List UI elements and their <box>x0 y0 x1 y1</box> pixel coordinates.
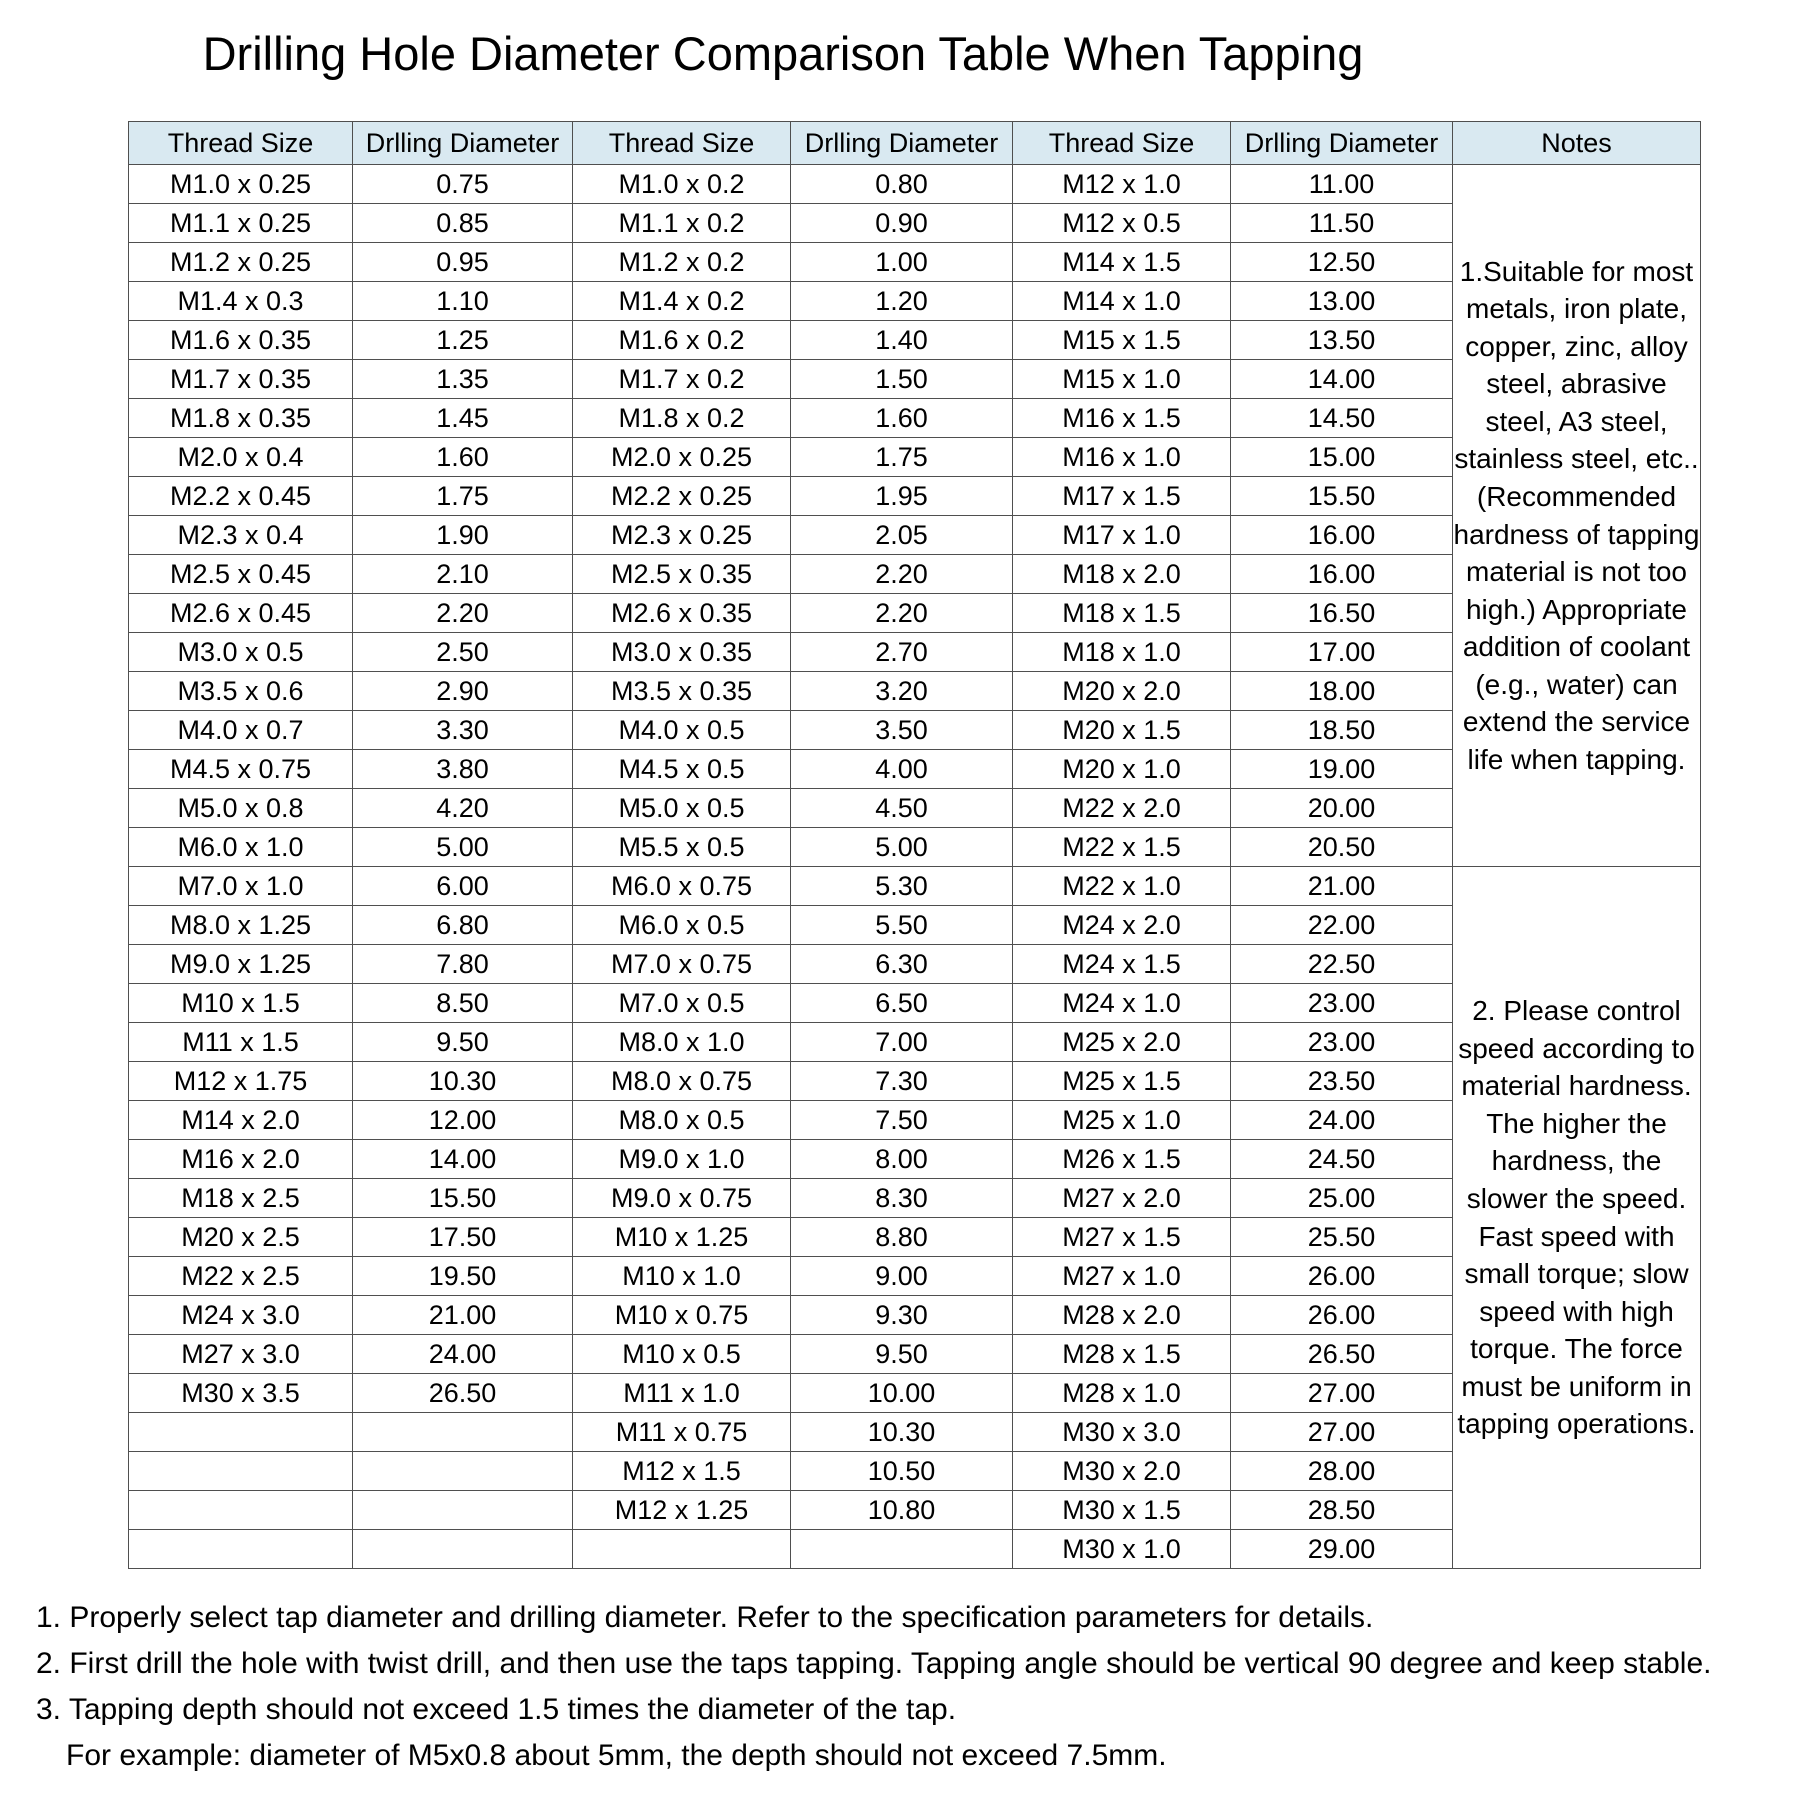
group1-thread-size-cell: M3.0 x 0.5 <box>129 633 353 672</box>
group1-drilling-diameter-cell: 8.50 <box>353 984 573 1023</box>
group3-thread-size-cell: M18 x 1.5 <box>1013 594 1231 633</box>
group1-thread-size-cell: M2.0 x 0.4 <box>129 438 353 477</box>
group2-drilling-diameter-cell: 3.20 <box>791 672 1013 711</box>
group3-drilling-diameter-cell: 13.00 <box>1231 282 1453 321</box>
group1-drilling-diameter-cell: 2.10 <box>353 555 573 594</box>
group3-thread-size-cell: M30 x 2.0 <box>1013 1452 1231 1491</box>
group1-thread-size-cell: M2.5 x 0.45 <box>129 555 353 594</box>
empty-cell <box>791 1530 1013 1569</box>
header-drilling-diameter-2: Drlling Diameter <box>791 122 1013 165</box>
group3-drilling-diameter-cell: 16.00 <box>1231 555 1453 594</box>
empty-cell <box>573 1530 791 1569</box>
group1-thread-size-cell: M27 x 3.0 <box>129 1335 353 1374</box>
group3-drilling-diameter-cell: 25.50 <box>1231 1218 1453 1257</box>
group1-thread-size-cell: M20 x 2.5 <box>129 1218 353 1257</box>
group2-drilling-diameter-cell: 1.50 <box>791 360 1013 399</box>
empty-cell <box>129 1413 353 1452</box>
group3-thread-size-cell: M24 x 1.5 <box>1013 945 1231 984</box>
group3-drilling-diameter-cell: 21.00 <box>1231 867 1453 906</box>
group1-thread-size-cell: M22 x 2.5 <box>129 1257 353 1296</box>
group2-drilling-diameter-cell: 8.00 <box>791 1140 1013 1179</box>
group3-thread-size-cell: M28 x 1.5 <box>1013 1335 1231 1374</box>
group1-drilling-diameter-cell: 9.50 <box>353 1023 573 1062</box>
group1-drilling-diameter-cell: 10.30 <box>353 1062 573 1101</box>
group2-thread-size-cell: M2.6 x 0.35 <box>573 594 791 633</box>
group2-thread-size-cell: M2.0 x 0.25 <box>573 438 791 477</box>
footer-note-example: For example: diameter of M5x0.8 about 5mm, the depth should not exceed 7.5mm. <box>66 1739 1167 1772</box>
group2-thread-size-cell: M8.0 x 1.0 <box>573 1023 791 1062</box>
group2-drilling-diameter-cell: 5.00 <box>791 828 1013 867</box>
tapping-drill-table <box>128 121 1701 1569</box>
group2-thread-size-cell: M8.0 x 0.5 <box>573 1101 791 1140</box>
group2-thread-size-cell: M10 x 0.5 <box>573 1335 791 1374</box>
group3-drilling-diameter-cell: 18.00 <box>1231 672 1453 711</box>
group1-thread-size-cell: M1.1 x 0.25 <box>129 204 353 243</box>
group3-drilling-diameter-cell: 29.00 <box>1231 1530 1453 1569</box>
group1-drilling-diameter-cell: 21.00 <box>353 1296 573 1335</box>
group2-drilling-diameter-cell: 9.50 <box>791 1335 1013 1374</box>
group1-drilling-diameter-cell: 0.85 <box>353 204 573 243</box>
group2-thread-size-cell: M11 x 1.0 <box>573 1374 791 1413</box>
page-title: Drilling Hole Diameter Comparison Table When Tapping <box>202 27 1364 80</box>
group2-drilling-diameter-cell: 5.50 <box>791 906 1013 945</box>
group3-thread-size-cell: M15 x 1.5 <box>1013 321 1231 360</box>
group3-thread-size-cell: M27 x 1.5 <box>1013 1218 1231 1257</box>
group3-thread-size-cell: M20 x 1.0 <box>1013 750 1231 789</box>
group3-thread-size-cell: M17 x 1.0 <box>1013 516 1231 555</box>
group1-thread-size-cell: M1.0 x 0.25 <box>129 165 353 204</box>
group2-drilling-diameter-cell: 8.30 <box>791 1179 1013 1218</box>
group2-drilling-diameter-cell: 7.30 <box>791 1062 1013 1101</box>
empty-cell <box>353 1413 573 1452</box>
group3-thread-size-cell: M18 x 1.0 <box>1013 633 1231 672</box>
group2-drilling-diameter-cell: 4.00 <box>791 750 1013 789</box>
group3-thread-size-cell: M27 x 1.0 <box>1013 1257 1231 1296</box>
group3-thread-size-cell: M25 x 1.0 <box>1013 1101 1231 1140</box>
group1-thread-size-cell: M30 x 3.5 <box>129 1374 353 1413</box>
group2-thread-size-cell: M8.0 x 0.75 <box>573 1062 791 1101</box>
group2-drilling-diameter-cell: 2.70 <box>791 633 1013 672</box>
group1-drilling-diameter-cell: 19.50 <box>353 1257 573 1296</box>
group2-thread-size-cell: M12 x 1.5 <box>573 1452 791 1491</box>
group1-thread-size-cell: M6.0 x 1.0 <box>129 828 353 867</box>
group3-drilling-diameter-cell: 11.50 <box>1231 204 1453 243</box>
group3-thread-size-cell: M16 x 1.0 <box>1013 438 1231 477</box>
group1-drilling-diameter-cell: 15.50 <box>353 1179 573 1218</box>
group1-thread-size-cell: M1.4 x 0.3 <box>129 282 353 321</box>
group2-drilling-diameter-cell: 0.90 <box>791 204 1013 243</box>
group2-drilling-diameter-cell: 2.05 <box>791 516 1013 555</box>
group1-drilling-diameter-cell: 0.75 <box>353 165 573 204</box>
group1-drilling-diameter-cell: 1.45 <box>353 399 573 438</box>
group3-thread-size-cell: M27 x 2.0 <box>1013 1179 1231 1218</box>
table-row <box>129 867 1701 906</box>
group1-drilling-diameter-cell: 14.00 <box>353 1140 573 1179</box>
group3-thread-size-cell: M24 x 2.0 <box>1013 906 1231 945</box>
group3-drilling-diameter-cell: 14.50 <box>1231 399 1453 438</box>
table-body <box>129 165 1701 1569</box>
group1-drilling-diameter-cell: 17.50 <box>353 1218 573 1257</box>
group3-thread-size-cell: M16 x 1.5 <box>1013 399 1231 438</box>
group1-thread-size-cell: M7.0 x 1.0 <box>129 867 353 906</box>
group2-drilling-diameter-cell: 0.80 <box>791 165 1013 204</box>
group3-thread-size-cell: M28 x 2.0 <box>1013 1296 1231 1335</box>
group3-drilling-diameter-cell: 23.00 <box>1231 984 1453 1023</box>
group2-drilling-diameter-cell: 3.50 <box>791 711 1013 750</box>
group2-thread-size-cell: M3.5 x 0.35 <box>573 672 791 711</box>
empty-cell <box>353 1491 573 1530</box>
group1-drilling-diameter-cell: 1.10 <box>353 282 573 321</box>
group2-thread-size-cell: M6.0 x 0.5 <box>573 906 791 945</box>
group3-thread-size-cell: M22 x 2.0 <box>1013 789 1231 828</box>
header-thread-size-2: Thread Size <box>573 122 791 165</box>
empty-cell <box>129 1491 353 1530</box>
group1-drilling-diameter-cell: 1.90 <box>353 516 573 555</box>
notes-cell: 1.Suitable for most metals, iron plate, copper, zinc, alloy steel, abrasive steel, A3 steel, stainless steel, etc..(Recommended hardness of tapping material is not too high.) Appropriate addition of coolant (e.g., water) can extend the service life when tapping. <box>1453 165 1701 867</box>
footer-note-2: 2. First drill the hole with twist drill, and then use the taps tapping. Tapping angle should be vertical 90 degree and keep stable. <box>36 1647 1712 1680</box>
header-drilling-diameter-1: Drlling Diameter <box>353 122 573 165</box>
group2-thread-size-cell: M4.0 x 0.5 <box>573 711 791 750</box>
group2-thread-size-cell: M10 x 1.25 <box>573 1218 791 1257</box>
group1-drilling-diameter-cell: 5.00 <box>353 828 573 867</box>
group1-thread-size-cell: M5.0 x 0.8 <box>129 789 353 828</box>
group3-drilling-diameter-cell: 28.00 <box>1231 1452 1453 1491</box>
group2-thread-size-cell: M12 x 1.25 <box>573 1491 791 1530</box>
group1-drilling-diameter-cell: 3.30 <box>353 711 573 750</box>
empty-cell <box>129 1452 353 1491</box>
group2-drilling-diameter-cell: 9.00 <box>791 1257 1013 1296</box>
group1-drilling-diameter-cell: 2.90 <box>353 672 573 711</box>
group3-thread-size-cell: M12 x 1.0 <box>1013 165 1231 204</box>
group3-thread-size-cell: M26 x 1.5 <box>1013 1140 1231 1179</box>
footer-note-3: 3. Tapping depth should not exceed 1.5 times the diameter of the tap. <box>36 1693 957 1726</box>
group3-drilling-diameter-cell: 13.50 <box>1231 321 1453 360</box>
group2-thread-size-cell: M9.0 x 1.0 <box>573 1140 791 1179</box>
group1-drilling-diameter-cell: 1.75 <box>353 477 573 516</box>
group3-thread-size-cell: M22 x 1.5 <box>1013 828 1231 867</box>
group2-drilling-diameter-cell: 1.40 <box>791 321 1013 360</box>
group2-drilling-diameter-cell: 10.50 <box>791 1452 1013 1491</box>
group1-thread-size-cell: M4.5 x 0.75 <box>129 750 353 789</box>
header-drilling-diameter-3: Drlling Diameter <box>1231 122 1453 165</box>
group1-drilling-diameter-cell: 24.00 <box>353 1335 573 1374</box>
group1-thread-size-cell: M2.3 x 0.4 <box>129 516 353 555</box>
group2-drilling-diameter-cell: 1.95 <box>791 477 1013 516</box>
group2-thread-size-cell: M7.0 x 0.5 <box>573 984 791 1023</box>
group3-drilling-diameter-cell: 25.00 <box>1231 1179 1453 1218</box>
group2-drilling-diameter-cell: 7.50 <box>791 1101 1013 1140</box>
group1-thread-size-cell: M2.6 x 0.45 <box>129 594 353 633</box>
group3-thread-size-cell: M14 x 1.0 <box>1013 282 1231 321</box>
group2-drilling-diameter-cell: 6.30 <box>791 945 1013 984</box>
group3-thread-size-cell: M30 x 1.5 <box>1013 1491 1231 1530</box>
group2-thread-size-cell: M5.0 x 0.5 <box>573 789 791 828</box>
group3-thread-size-cell: M28 x 1.0 <box>1013 1374 1231 1413</box>
empty-cell <box>353 1452 573 1491</box>
group1-thread-size-cell: M8.0 x 1.25 <box>129 906 353 945</box>
group3-drilling-diameter-cell: 24.50 <box>1231 1140 1453 1179</box>
group3-drilling-diameter-cell: 27.00 <box>1231 1374 1453 1413</box>
group3-thread-size-cell: M15 x 1.0 <box>1013 360 1231 399</box>
group2-thread-size-cell: M10 x 0.75 <box>573 1296 791 1335</box>
group2-drilling-diameter-cell: 10.80 <box>791 1491 1013 1530</box>
group2-thread-size-cell: M1.0 x 0.2 <box>573 165 791 204</box>
group1-thread-size-cell: M1.8 x 0.35 <box>129 399 353 438</box>
group2-drilling-diameter-cell: 10.30 <box>791 1413 1013 1452</box>
group2-drilling-diameter-cell: 2.20 <box>791 594 1013 633</box>
group2-thread-size-cell: M9.0 x 0.75 <box>573 1179 791 1218</box>
header-row <box>129 122 1701 165</box>
group3-drilling-diameter-cell: 18.50 <box>1231 711 1453 750</box>
group1-thread-size-cell: M18 x 2.5 <box>129 1179 353 1218</box>
group2-thread-size-cell: M7.0 x 0.75 <box>573 945 791 984</box>
header-thread-size-3: Thread Size <box>1013 122 1231 165</box>
group3-drilling-diameter-cell: 27.00 <box>1231 1413 1453 1452</box>
group1-drilling-diameter-cell: 6.80 <box>353 906 573 945</box>
group1-drilling-diameter-cell: 26.50 <box>353 1374 573 1413</box>
group2-thread-size-cell: M1.7 x 0.2 <box>573 360 791 399</box>
group2-drilling-diameter-cell: 1.75 <box>791 438 1013 477</box>
group1-thread-size-cell: M14 x 2.0 <box>129 1101 353 1140</box>
group2-thread-size-cell: M2.2 x 0.25 <box>573 477 791 516</box>
group3-drilling-diameter-cell: 23.00 <box>1231 1023 1453 1062</box>
group2-drilling-diameter-cell: 1.60 <box>791 399 1013 438</box>
group3-drilling-diameter-cell: 24.00 <box>1231 1101 1453 1140</box>
table-row <box>129 165 1701 204</box>
group3-drilling-diameter-cell: 23.50 <box>1231 1062 1453 1101</box>
group3-drilling-diameter-cell: 16.00 <box>1231 516 1453 555</box>
group3-drilling-diameter-cell: 15.50 <box>1231 477 1453 516</box>
group2-drilling-diameter-cell: 1.00 <box>791 243 1013 282</box>
group2-drilling-diameter-cell: 5.30 <box>791 867 1013 906</box>
group2-thread-size-cell: M6.0 x 0.75 <box>573 867 791 906</box>
group3-thread-size-cell: M30 x 3.0 <box>1013 1413 1231 1452</box>
group1-thread-size-cell: M12 x 1.75 <box>129 1062 353 1101</box>
group1-drilling-diameter-cell: 7.80 <box>353 945 573 984</box>
group2-drilling-diameter-cell: 8.80 <box>791 1218 1013 1257</box>
group3-thread-size-cell: M24 x 1.0 <box>1013 984 1231 1023</box>
group1-thread-size-cell: M1.6 x 0.35 <box>129 321 353 360</box>
group3-drilling-diameter-cell: 26.00 <box>1231 1296 1453 1335</box>
group3-drilling-diameter-cell: 20.00 <box>1231 789 1453 828</box>
footer-notes <box>36 1602 1796 1786</box>
group1-thread-size-cell: M16 x 2.0 <box>129 1140 353 1179</box>
group1-thread-size-cell: M11 x 1.5 <box>129 1023 353 1062</box>
empty-cell <box>129 1530 353 1569</box>
group3-drilling-diameter-cell: 14.00 <box>1231 360 1453 399</box>
group3-drilling-diameter-cell: 16.50 <box>1231 594 1453 633</box>
group3-thread-size-cell: M18 x 2.0 <box>1013 555 1231 594</box>
group3-thread-size-cell: M30 x 1.0 <box>1013 1530 1231 1569</box>
group2-thread-size-cell: M1.1 x 0.2 <box>573 204 791 243</box>
group2-thread-size-cell: M2.3 x 0.25 <box>573 516 791 555</box>
group2-drilling-diameter-cell: 10.00 <box>791 1374 1013 1413</box>
empty-cell <box>353 1530 573 1569</box>
group1-drilling-diameter-cell: 3.80 <box>353 750 573 789</box>
footer-note-1: 1. Properly select tap diameter and drilling diameter. Refer to the specification parameters for details. <box>36 1601 1374 1634</box>
group2-thread-size-cell: M1.4 x 0.2 <box>573 282 791 321</box>
group3-thread-size-cell: M17 x 1.5 <box>1013 477 1231 516</box>
header-thread-size-1: Thread Size <box>129 122 353 165</box>
group2-thread-size-cell: M10 x 1.0 <box>573 1257 791 1296</box>
group2-drilling-diameter-cell: 9.30 <box>791 1296 1013 1335</box>
group3-thread-size-cell: M12 x 0.5 <box>1013 204 1231 243</box>
group1-thread-size-cell: M10 x 1.5 <box>129 984 353 1023</box>
notes-cell: 2. Please control speed according to material hardness. The higher the hardness, the slower the speed. Fast speed with small torque; slow speed with high torque. The force must be uniform in tapping operations. <box>1453 867 1701 1569</box>
header-notes: Notes <box>1453 122 1701 165</box>
group1-thread-size-cell: M9.0 x 1.25 <box>129 945 353 984</box>
group3-drilling-diameter-cell: 22.50 <box>1231 945 1453 984</box>
group2-drilling-diameter-cell: 6.50 <box>791 984 1013 1023</box>
group2-thread-size-cell: M11 x 0.75 <box>573 1413 791 1452</box>
group1-drilling-diameter-cell: 2.50 <box>353 633 573 672</box>
group3-drilling-diameter-cell: 22.00 <box>1231 906 1453 945</box>
group3-thread-size-cell: M20 x 1.5 <box>1013 711 1231 750</box>
group2-thread-size-cell: M5.5 x 0.5 <box>573 828 791 867</box>
group1-thread-size-cell: M3.5 x 0.6 <box>129 672 353 711</box>
group3-drilling-diameter-cell: 11.00 <box>1231 165 1453 204</box>
group1-thread-size-cell: M24 x 3.0 <box>129 1296 353 1335</box>
group1-drilling-diameter-cell: 12.00 <box>353 1101 573 1140</box>
group1-thread-size-cell: M4.0 x 0.7 <box>129 711 353 750</box>
group3-drilling-diameter-cell: 20.50 <box>1231 828 1453 867</box>
group2-thread-size-cell: M1.6 x 0.2 <box>573 321 791 360</box>
group2-thread-size-cell: M3.0 x 0.35 <box>573 633 791 672</box>
group1-drilling-diameter-cell: 2.20 <box>353 594 573 633</box>
group2-thread-size-cell: M1.8 x 0.2 <box>573 399 791 438</box>
group1-drilling-diameter-cell: 1.60 <box>353 438 573 477</box>
group3-thread-size-cell: M25 x 2.0 <box>1013 1023 1231 1062</box>
group3-thread-size-cell: M25 x 1.5 <box>1013 1062 1231 1101</box>
group2-thread-size-cell: M1.2 x 0.2 <box>573 243 791 282</box>
group3-thread-size-cell: M14 x 1.5 <box>1013 243 1231 282</box>
group1-drilling-diameter-cell: 4.20 <box>353 789 573 828</box>
group1-drilling-diameter-cell: 1.25 <box>353 321 573 360</box>
group2-thread-size-cell: M2.5 x 0.35 <box>573 555 791 594</box>
group2-thread-size-cell: M4.5 x 0.5 <box>573 750 791 789</box>
group3-drilling-diameter-cell: 26.50 <box>1231 1335 1453 1374</box>
group3-drilling-diameter-cell: 15.00 <box>1231 438 1453 477</box>
group1-thread-size-cell: M1.2 x 0.25 <box>129 243 353 282</box>
group3-drilling-diameter-cell: 17.00 <box>1231 633 1453 672</box>
group1-drilling-diameter-cell: 0.95 <box>353 243 573 282</box>
group3-drilling-diameter-cell: 19.00 <box>1231 750 1453 789</box>
group1-drilling-diameter-cell: 6.00 <box>353 867 573 906</box>
group1-thread-size-cell: M1.7 x 0.35 <box>129 360 353 399</box>
group2-drilling-diameter-cell: 4.50 <box>791 789 1013 828</box>
group1-thread-size-cell: M2.2 x 0.45 <box>129 477 353 516</box>
group2-drilling-diameter-cell: 2.20 <box>791 555 1013 594</box>
group3-drilling-diameter-cell: 26.00 <box>1231 1257 1453 1296</box>
group2-drilling-diameter-cell: 1.20 <box>791 282 1013 321</box>
group2-drilling-diameter-cell: 7.00 <box>791 1023 1013 1062</box>
table-header <box>129 122 1701 165</box>
group3-thread-size-cell: M20 x 2.0 <box>1013 672 1231 711</box>
group3-drilling-diameter-cell: 12.50 <box>1231 243 1453 282</box>
group3-drilling-diameter-cell: 28.50 <box>1231 1491 1453 1530</box>
group1-drilling-diameter-cell: 1.35 <box>353 360 573 399</box>
group3-thread-size-cell: M22 x 1.0 <box>1013 867 1231 906</box>
